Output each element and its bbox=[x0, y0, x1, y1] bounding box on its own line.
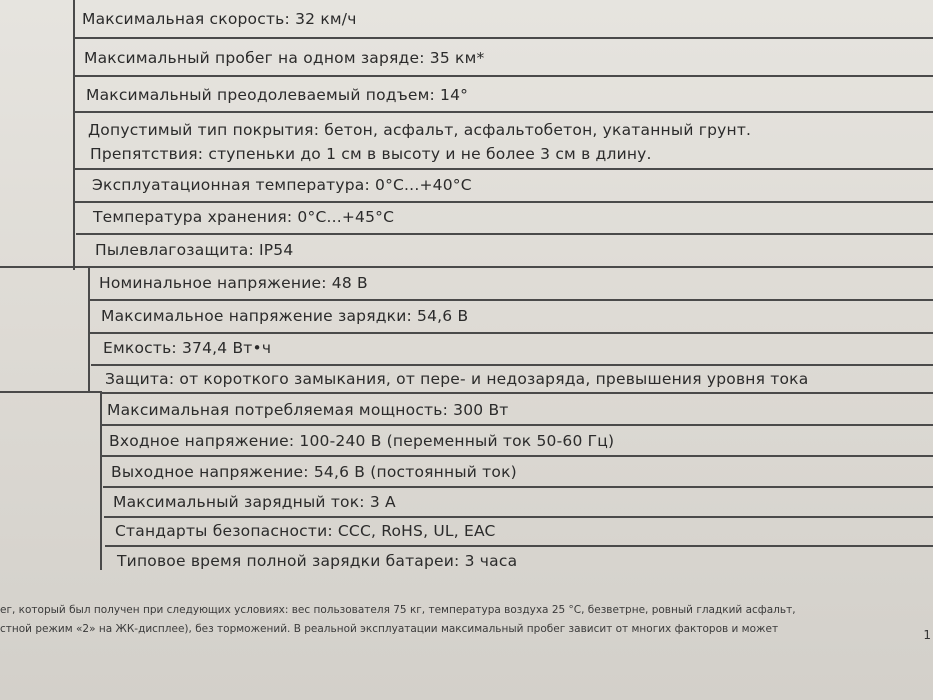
row-line bbox=[89, 299, 933, 301]
battery-nominal-voltage: Номинальное напряжение: 48 В bbox=[99, 274, 368, 292]
row-line bbox=[102, 455, 933, 457]
row-line bbox=[104, 516, 933, 518]
row-line bbox=[74, 168, 933, 170]
column-border-bottom bbox=[100, 392, 102, 570]
row-line bbox=[105, 545, 933, 547]
battery-protection: Защита: от короткого замыкания, от пере- и недозаряда, превышения уровня тока bbox=[105, 370, 809, 388]
row-line bbox=[100, 392, 933, 394]
spec-storage-temp: Температура хранения: 0°C...+45°C bbox=[93, 208, 395, 226]
spec-operating-temp: Эксплуатационная температура: 0°C...+40°C bbox=[92, 176, 472, 194]
row-line bbox=[73, 37, 933, 39]
spec-max-range: Максимальный пробег на одном заряде: 35 км* bbox=[84, 49, 485, 67]
row-line bbox=[75, 201, 933, 203]
row-line bbox=[90, 332, 933, 334]
spec-max-speed: Максимальная скорость: 32 км/ч bbox=[82, 10, 357, 28]
column-border-middle bbox=[88, 266, 90, 392]
charger-output-voltage: Выходное напряжение: 54,6 В (постоянный ток) bbox=[111, 463, 517, 481]
section-divider-2 bbox=[0, 391, 102, 393]
battery-max-charge-voltage: Максимальное напряжение зарядки: 54,6 В bbox=[101, 307, 469, 325]
row-line bbox=[88, 266, 933, 268]
row-line bbox=[73, 75, 933, 77]
row-line bbox=[101, 424, 933, 426]
row-line bbox=[103, 486, 933, 488]
column-border-top bbox=[73, 0, 75, 270]
charger-max-current: Максимальный зарядный ток: 3 А bbox=[113, 493, 396, 511]
battery-capacity: Емкость: 374,4 Вт•ч bbox=[103, 339, 272, 357]
spec-surface-type: Допустимый тип покрытия: бетон, асфальт, асфальтобетон, укатанный грунт. bbox=[88, 121, 752, 139]
section-divider-1 bbox=[0, 266, 90, 268]
charger-input-voltage: Входное напряжение: 100-240 В (переменный ток 50-60 Гц) bbox=[109, 432, 615, 450]
page-number: 1 bbox=[923, 628, 931, 642]
spec-ip-rating: Пылевлагозащита: IP54 bbox=[95, 241, 294, 259]
row-line bbox=[76, 233, 933, 235]
footnote-line-2: стной режим «2» на ЖК-дисплее), без торможений. В реальной эксплуатации максимальный пробег зависит от многих факторов и может bbox=[0, 623, 779, 635]
spec-max-climb: Максимальный преодолеваемый подъем: 14° bbox=[86, 86, 469, 104]
charger-charge-time: Типовое время полной зарядки батареи: 3 часа bbox=[117, 552, 518, 570]
spec-obstacles: Препятствия: ступеньки до 1 см в высоту и не более 3 см в длину. bbox=[90, 145, 652, 163]
footnote-line-1: ег, который был получен при следующих условиях: вес пользователя 75 кг, температура воздуха 25 °C, безветрне, ровный гладкий асфальт, bbox=[0, 604, 796, 616]
charger-safety-standards: Стандарты безопасности: CCC, RoHS, UL, EAC bbox=[115, 522, 496, 540]
charger-max-power: Максимальная потребляемая мощность: 300 Вт bbox=[107, 401, 509, 419]
row-line bbox=[91, 364, 933, 366]
row-line bbox=[74, 111, 933, 113]
